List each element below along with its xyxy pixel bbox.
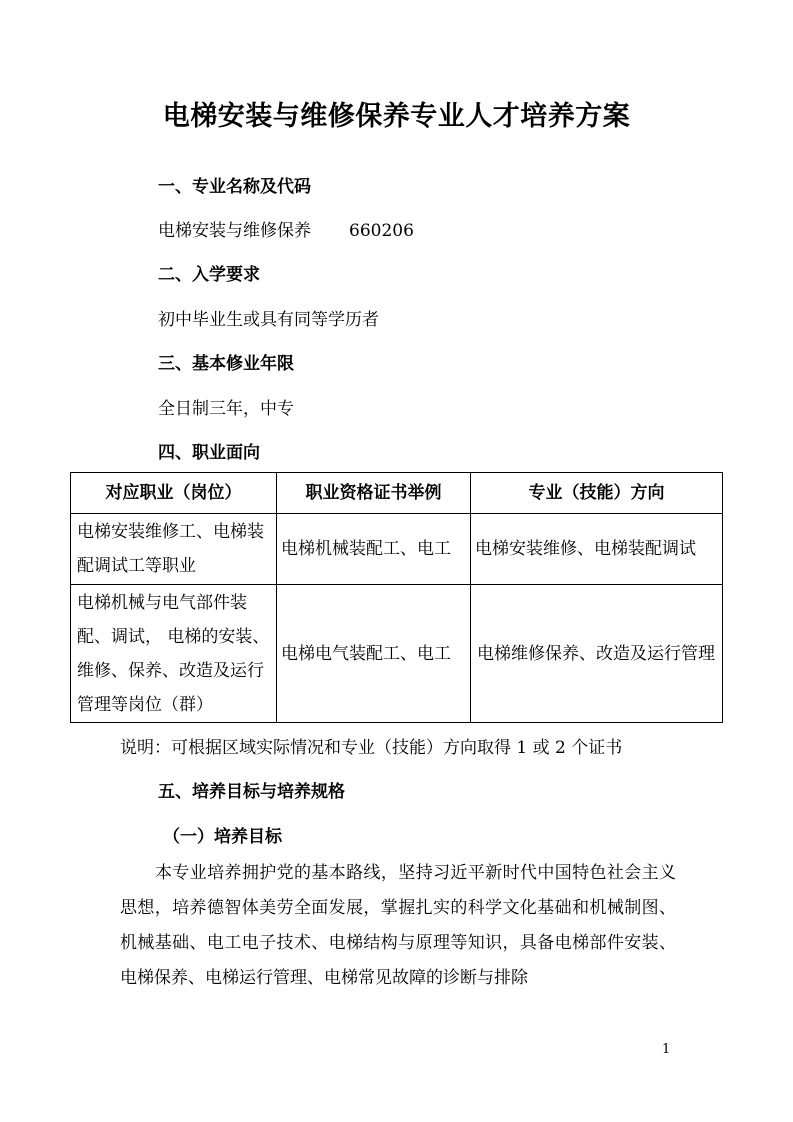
table-header-row [71, 473, 723, 514]
table-row [71, 585, 723, 723]
table-cell-occupation: 电梯安装维修工、电梯装配调试工等职业 [71, 514, 277, 585]
page-title: 电梯安装与维修保养专业人才培养方案 [162, 101, 631, 132]
header-occupation: 对应职业（岗位） [71, 473, 277, 514]
section-2-heading: 二、入学要求 [158, 265, 260, 285]
table-cell-direction: 电梯安装维修、电梯装配调试 [471, 514, 723, 585]
section-1-content [158, 216, 414, 241]
section-1-heading: 一、专业名称及代码 [158, 177, 311, 197]
table-row [71, 514, 723, 585]
section-3-text: 全日制三年，中专 [158, 399, 294, 419]
training-goal-paragraph: 本专业培养拥护党的基本路线，坚持习近平新时代中国特色社会主义思想，培养德智体美劳全面发展，掌握扎实的科学文化基础和机械制图、机械基础、电工电子技术、电梯结构与原理等知识，具备电梯部件安装、电梯保养、电梯运行管理、电梯常见故障的诊断与排除 [120, 863, 676, 988]
subsection-1-heading: （一）培养目标 [163, 827, 282, 847]
career-table [70, 472, 723, 723]
page-number: 1 [662, 1042, 671, 1057]
table-cell-occupation: 电梯机械与电气部件装配、调试， 电梯的安装、维修、保养、改造及运行管理等岗位（群） [71, 585, 277, 723]
table-cell-certificate: 电梯电气装配工、电工 [277, 585, 471, 723]
section-5-heading: 五、培养目标与培养规格 [158, 782, 345, 802]
table-note: 说明：可根据区域实际情况和专业（技能）方向取得 1 或 2 个证书 [120, 738, 623, 758]
header-direction: 专业（技能）方向 [471, 473, 723, 514]
table-cell-certificate: 电梯机械装配工、电工 [277, 514, 471, 585]
table-cell-direction: 电梯维修保养、改造及运行管理 [471, 585, 723, 723]
section-2-text: 初中毕业生或具有同等学历者 [158, 310, 379, 330]
header-certificate: 职业资格证书举例 [277, 473, 471, 514]
section-4-heading: 四、职业面向 [158, 443, 260, 463]
major-name: 电梯安装与维修保养 [158, 221, 311, 241]
section-3-heading: 三、基本修业年限 [158, 354, 294, 374]
major-code: 660206 [349, 221, 414, 241]
